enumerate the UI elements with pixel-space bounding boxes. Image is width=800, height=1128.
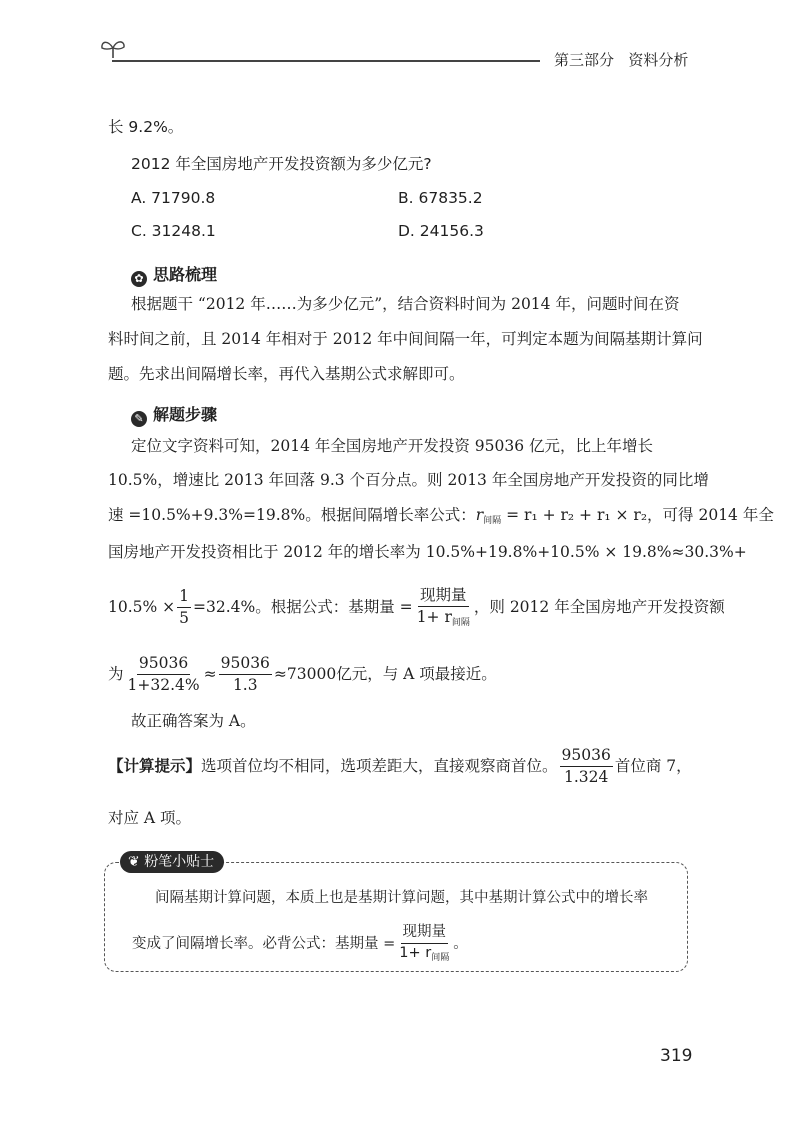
option-c: C. 31248.1 <box>131 222 216 240</box>
fraction-95036-over-1324: $\frac{95036}{1+32.4\%}$ <box>127 654 200 695</box>
solution-line-3: 速 =10.5%+9.3%=19.8%。根据间隔增长率公式：$r_{间隔} = r_1 + r_2 + r_1 \times r_2$，可得 2014 年全 <box>108 506 774 526</box>
pencil-icon: ✎ <box>131 411 147 427</box>
header-section: 第三部分 资料分析 <box>554 51 689 69</box>
question-stem: 2012 年全国房地产开发投资额为多少亿元? <box>131 155 432 173</box>
approach-line-1: 根据题干 “2012 年……为多少亿元”，结合资料时间为 2014 年，问题时间在资 <box>131 295 680 313</box>
tip-box-tag: ❦ 粉笔小贴士 <box>120 851 224 873</box>
option-d: D. 24156.3 <box>398 222 484 240</box>
tip-box-line-1: 间隔基期计算问题，本质上也是基期计算问题，其中基期计算公式中的增长率 <box>155 890 648 906</box>
page-number: 319 <box>660 1046 693 1066</box>
tip-box-fraction: $\frac{\text{现期量}}{1+ r_{间隔}}$ <box>399 924 450 963</box>
solution-line-6: 为 $\frac{95036}{1+32.4\%}$ ≈ $\frac{95036}{1.3}$ ≈73000亿元，与 A 项最接近。 <box>108 654 497 695</box>
fraction-95036-over-13: $\frac{95036}{1.3}$ <box>220 654 270 695</box>
tip-box-line-2: 变成了间隔增长率。必背公式：基期量 = $\frac{\text{现期量}}{1+ r_{间隔}}$ 。 <box>132 924 468 963</box>
solution-line-4: 国房地产开发投资相比于 2012 年的增长率为 10.5%+19.8%+10.5% × 19.8%≈30.3%+ <box>108 543 747 561</box>
approach-heading: ✿ 思路梳理 <box>131 262 217 287</box>
calc-tip-fraction: $\frac{95036}{1.324}$ <box>561 746 611 787</box>
question-continuation: 长 9.2%。 <box>108 118 184 136</box>
approach-line-3: 题。先求出间隔增长率，再代入基期公式求解即可。 <box>108 365 465 383</box>
option-a: A. 71790.8 <box>131 189 216 207</box>
option-b: B. 67835.2 <box>398 189 483 207</box>
sprout-logo-icon <box>98 36 128 60</box>
sprout-icon: ❦ <box>128 854 140 870</box>
solution-line-5: 10.5% × $\frac{1}{5}$ =32.4%。根据公式：基期量 = $\frac{\text{现期量}}{1+ r_{间隔}}$ ，则 2012 年全国房地产开发投资额 <box>108 586 725 629</box>
approach-line-2: 料时间之前，且 2014 年相对于 2012 年中间间隔一年，可判定本题为间隔基期计算问 <box>108 330 703 348</box>
solution-line-2: 10.5%，增速比 2013 年回落 9.3 个百分点。则 2013 年全国房地产开发投资的同比增 <box>108 471 709 489</box>
fraction-one-fifth: $\frac{1}{5}$ <box>179 587 190 628</box>
calc-tip-line: 【计算提示】 选项首位均不相同，选项差距大，直接观察商首位。 $\frac{95036}{1.324}$ 首位商 7， <box>108 746 692 787</box>
header-rule <box>112 60 540 62</box>
solution-heading: ✎ 解题步骤 <box>131 402 217 427</box>
answer-line: 故正确答案为 A。 <box>131 712 256 730</box>
gear-icon: ✿ <box>131 271 147 287</box>
fraction-base-formula: $\frac{\text{现期量}}{1+ r_{间隔}}$ <box>416 586 470 629</box>
solution-line-1: 定位文字资料可知，2014 年全国房地产开发投资 95036 亿元，比上年增长 <box>131 437 654 455</box>
calc-tip-line-2: 对应 A 项。 <box>108 809 192 827</box>
calc-tip-label: 【计算提示】 <box>108 756 202 775</box>
